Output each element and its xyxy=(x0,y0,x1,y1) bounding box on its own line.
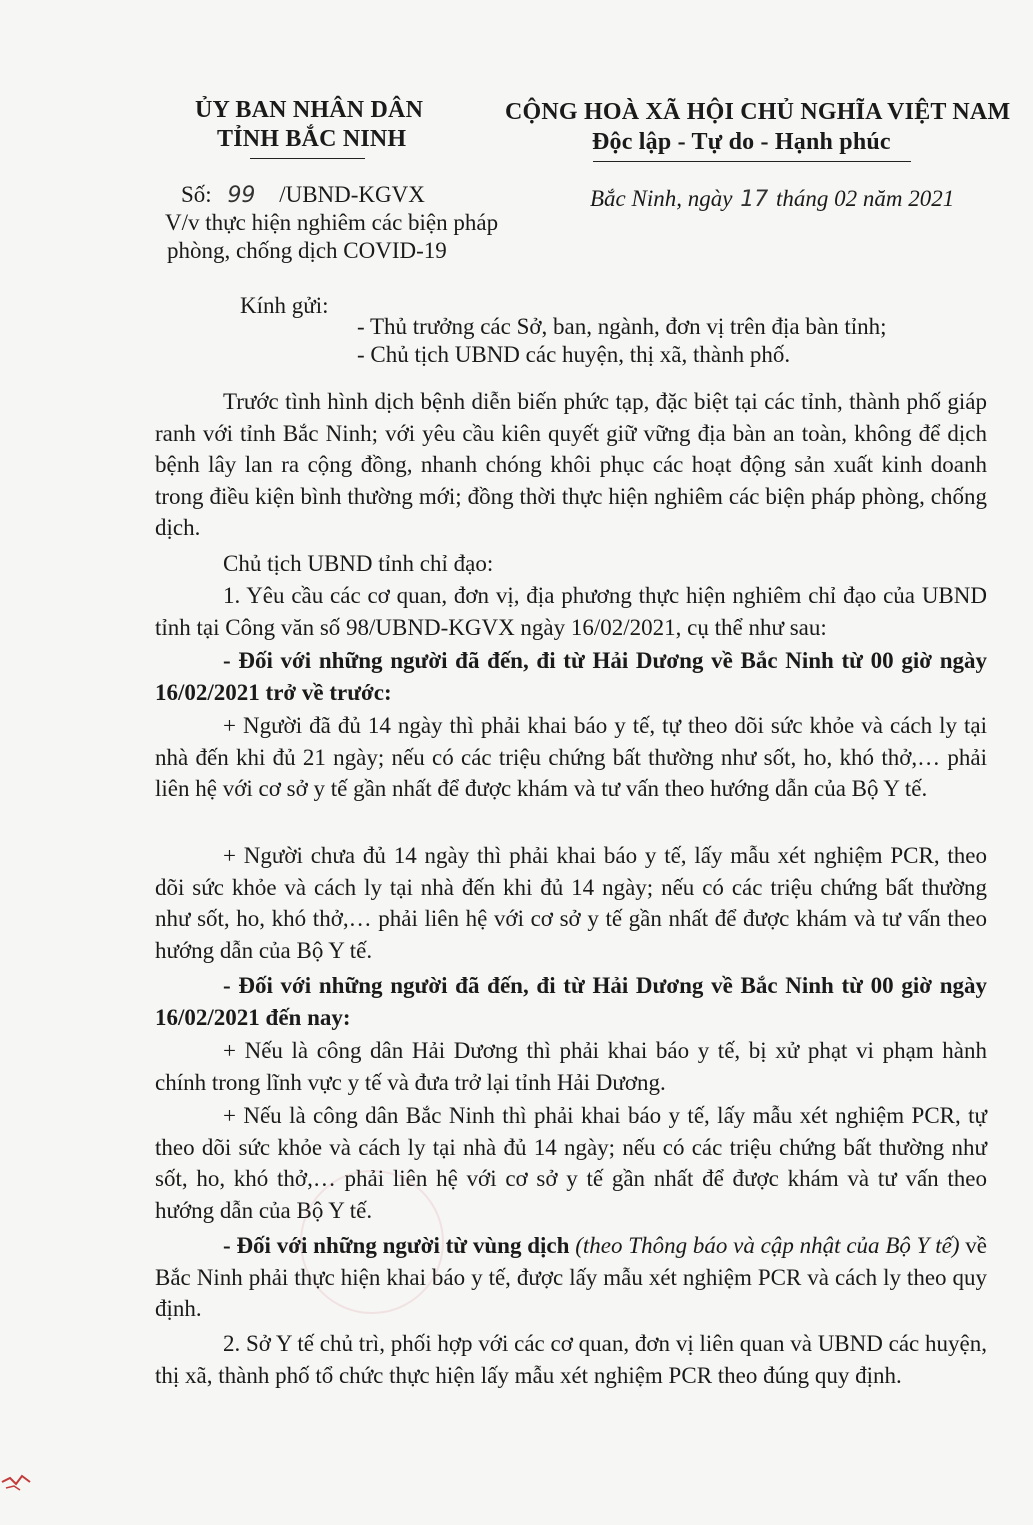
intro-paragraph: Trước tình hình dịch bệnh diễn biến phức tạp, đặc biệt tại các tỉnh, thành phố giáp ranh với tỉnh Bắc Ninh; với yêu cầu kiên quyết giữ vững địa bàn an toàn, không để dịch bệnh lây lan ra cộng đồng, nhanh chóng khôi phục các hoạt động sản xuất kinh doanh trong điều kiện bình thường mới; đồng thời thực hiện nghiêm các biện pháp phòng, chống dịch. xyxy=(155,389,987,540)
group-3-paragraph xyxy=(155,1230,987,1325)
org-name-line2: TỈNH BẮC NINH xyxy=(217,126,407,152)
red-ink-mark xyxy=(0,1460,40,1500)
doc-number xyxy=(181,180,425,211)
org-name-line1: ỦY BAN NHÂN DÂN xyxy=(195,97,424,123)
subject-line2: phòng, chống dịch COVID-19 xyxy=(167,238,447,263)
nation-title: CỘNG HOÀ XÃ HỘI CHỦ NGHĨA VIỆT NAM xyxy=(505,99,1011,125)
doc-number-suffix: /UBND-KGVX xyxy=(279,182,425,207)
group-3-italic: (theo Thông báo và cập nhật của Bộ Y tế) xyxy=(575,1233,960,1258)
item-1: 1. Yêu cầu các cơ quan, đơn vị, địa phương thực hiện nghiêm chỉ đạo của UBND tỉnh tại Công văn số 98/UBND-KGVX ngày 16/02/2021, cụ thể như sau: xyxy=(155,583,987,640)
group-2-point-b: + Nếu là công dân Bắc Ninh thì phải khai báo y tế, lấy mẫu xét nghiệm PCR, tự theo dõi sức khỏe và cách ly tại nhà đủ 14 ngày; nếu có các triệu chứng bất thường như sốt, ho, khó thở,… phải liên hệ với cơ sở y tế gần nhất để được khám và tư vấn theo hướng dẫn của Bộ Y tế. xyxy=(155,1103,987,1223)
doc-number-handwritten: 99 xyxy=(227,183,256,208)
issue-date-day: 17 xyxy=(740,187,769,212)
recipient-1: - Thủ trưởng các Sở, ban, ngành, đơn vị trên địa bàn tỉnh; xyxy=(357,314,887,339)
issue-date-suffix: tháng 02 năm 2021 xyxy=(775,186,955,211)
group-2-point-a: + Nếu là công dân Hải Dương thì phải khai báo y tế, bị xử phạt vi phạm hành chính trong lĩnh vực y tế và đưa trở lại tỉnh Hải Dương. xyxy=(155,1038,987,1095)
group-3-rest: về Bắc Ninh phải thực hiện khai báo y tế, được lấy mẫu xét nghiệm PCR và cách ly theo quy định. xyxy=(155,1233,988,1321)
subject-line1: V/v thực hiện nghiêm các biện pháp xyxy=(165,210,499,235)
issue-date-prefix: Bắc Ninh, ngày xyxy=(590,186,733,211)
group-1-heading: - Đối với những người đã đến, đi từ Hải Dương về Bắc Ninh từ 00 giờ ngày 16/02/2021 trở về trước: xyxy=(155,648,987,705)
group-1-point-a: + Người đã đủ 14 ngày thì phải khai báo y tế, tự theo dõi sức khỏe và cách ly tại nhà đến khi đủ 21 ngày; nếu có các triệu chứng bất thường như sốt, ho, khó thở,… phải liên hệ với cơ sở y tế gần nhất để được khám và tư vấn theo hướng dẫn của Bộ Y tế. xyxy=(155,713,987,801)
recipients-label: Kính gửi: xyxy=(240,293,329,318)
doc-number-label: Số: xyxy=(181,182,212,207)
group-1-point-b: + Người chưa đủ 14 ngày thì phải khai báo y tế, lấy mẫu xét nghiệm PCR, theo dõi sức khỏe và cách ly tại nhà đến khi đủ 14 ngày; nếu có các triệu chứng bất thường như sốt, ho, khó thở,… phải liên hệ với cơ sở y tế gần nhất để được khám và tư vấn theo hướng dẫn của Bộ Y tế. xyxy=(155,843,987,963)
motto-underline xyxy=(593,161,911,162)
issue-date xyxy=(590,184,954,215)
group-3-bold: - Đối với những người từ vùng dịch xyxy=(223,1233,570,1258)
item-2: 2. Sở Y tế chủ trì, phối hợp với các cơ quan, đơn vị liên quan và UBND các huyện, thị xã, thành phố tổ chức thực hiện lấy mẫu xét nghiệm PCR theo đúng quy định. xyxy=(155,1331,987,1388)
recipient-2: - Chủ tịch UBND các huyện, thị xã, thành phố. xyxy=(357,342,791,367)
org-underline xyxy=(250,158,365,159)
faint-seal-impression xyxy=(300,1170,444,1314)
directive-line: Chủ tịch UBND tỉnh chỉ đạo: xyxy=(223,551,494,576)
nation-motto: Độc lập - Tự do - Hạnh phúc xyxy=(592,129,891,155)
group-2-heading: - Đối với những người đã đến, đi từ Hải Dương về Bắc Ninh từ 00 giờ ngày 16/02/2021 đến nay: xyxy=(155,973,987,1030)
